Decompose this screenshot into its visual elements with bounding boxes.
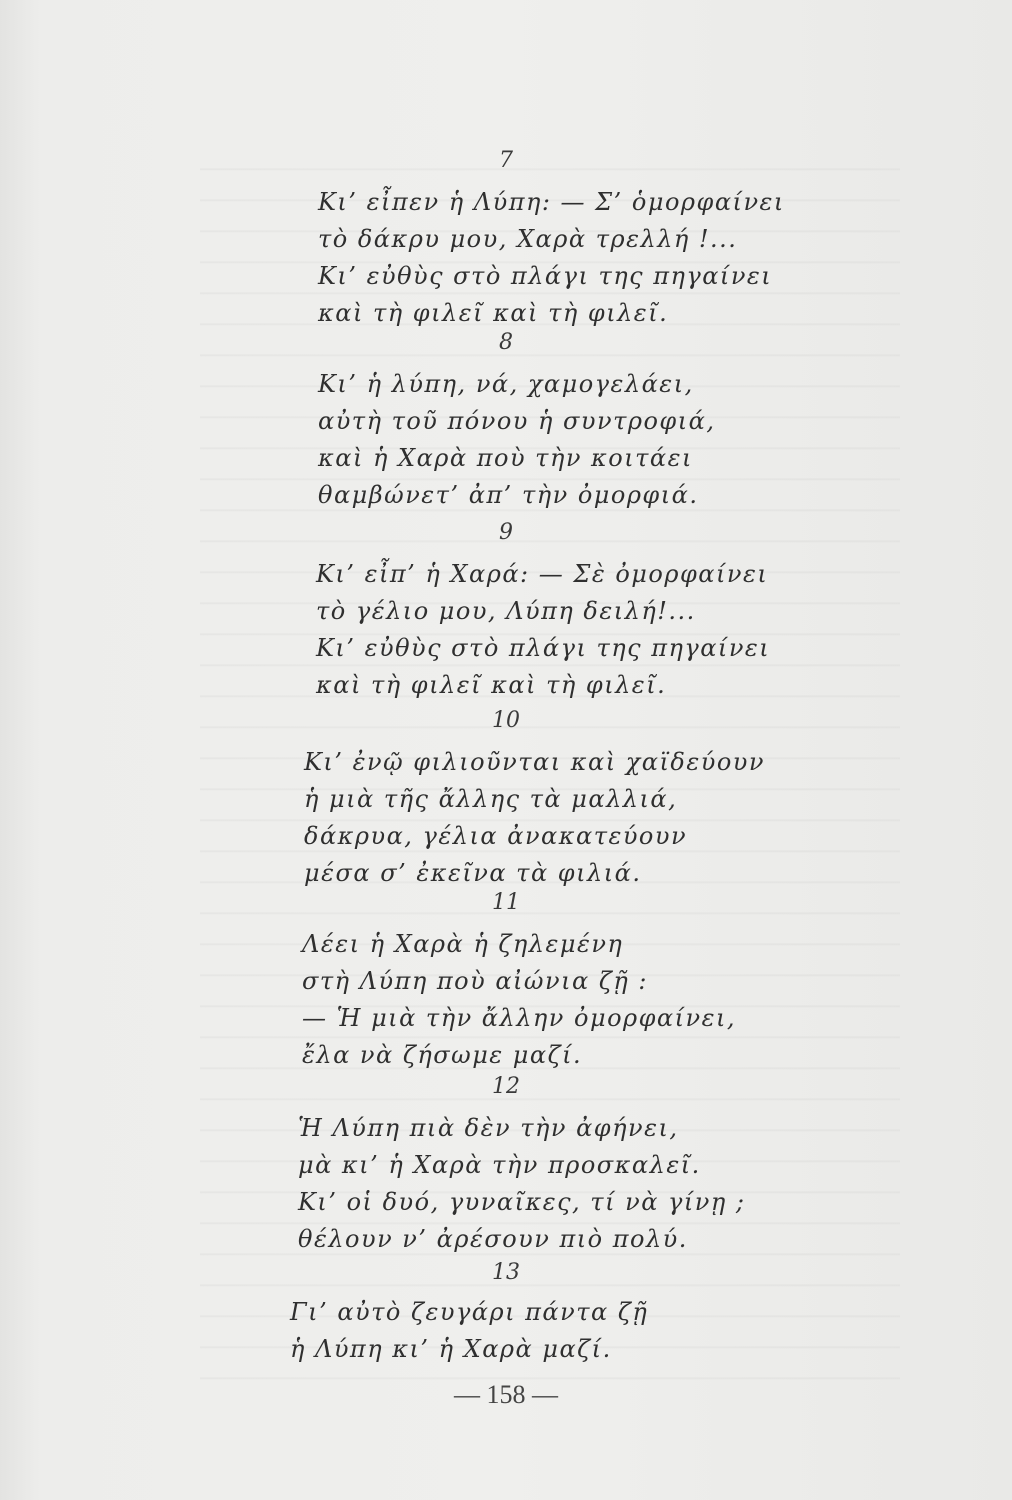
verse-line: Γι’ αὐτὸ ζευγάρι πάντα ζῇ [290,1298,649,1326]
verse-line: — Ἡ μιὰ τὴν ἄλλην ὀμορφαίνει, [302,1004,737,1032]
verse-line: δάκρυα, γέλια ἀνακατεύουν [304,822,688,850]
stanza-number: 7 [499,148,513,173]
verse-line: θαμβώνετ’ ἀπ’ τὴν ὀμορφιά. [318,481,699,509]
verse-line: Κι’ εὐθὺς στὸ πλάγι της πηγαίνει [316,634,771,662]
verse-line: μὰ κι’ ἡ Χαρὰ τὴν προσκαλεῖ. [298,1151,701,1179]
verse-line: καὶ τὴ φιλεῖ καὶ τὴ φιλεῖ. [316,671,667,699]
verse-line: ἔλα νὰ ζήσωμε μαζί. [302,1041,583,1069]
verse-line: Κι’ εἶπεν ἡ Λύπη: — Σ’ ὁμορφαίνει [318,188,785,216]
stanza-number: 13 [492,1260,520,1285]
stanza-number: 10 [492,708,520,733]
verse-line: Κι’ ἡ λύπη, νά, χαμογελάει, [318,370,694,398]
page-number: — 158 — [454,1380,558,1409]
verse-line: τὸ δάκρυ μου, Χαρὰ τρελλή !... [318,225,738,253]
stanza-number: 9 [499,520,513,545]
verse-line: αὐτὴ τοῦ πόνου ἡ συντροφιά, [318,407,716,435]
verse-line: ἡ Λύπη κι’ ἡ Χαρὰ μαζί. [290,1335,612,1363]
verse-line: καὶ τὴ φιλεῖ καὶ τὴ φιλεῖ. [318,299,669,327]
verse-line: καὶ ἡ Χαρὰ ποὺ τὴν κοιτάει [318,444,693,472]
stanza-number: 8 [499,330,513,355]
verse-line: ἡ μιὰ τῆς ἄλλης τὰ μαλλιά, [304,785,678,813]
verse-line: τὸ γέλιο μου, Λύπη δειλή!... [316,597,696,625]
verse-line: Κι’ εἶπ’ ἡ Χαρά: — Σὲ ὀμορφαίνει [316,560,769,588]
verse-line: Κι’ εὐθὺς στὸ πλάγι της πηγαίνει [318,262,773,290]
verse-line: Κι’ ἐνῷ φιλιοῦνται καὶ χαϊδεύουν [304,748,765,776]
stanza-number: 11 [492,890,520,915]
verse-line: Ἡ Λύπη πιὰ δὲν τὴν ἀφήνει, [298,1114,679,1142]
verse-line: Κι’ οἱ δυό, γυναῖκες, τί νὰ γίνῃ ; [298,1188,746,1216]
verse-line: θέλουν ν’ ἀρέσουν πιὸ πολύ. [298,1225,688,1253]
stanza-number: 12 [492,1074,520,1099]
verse-line: στὴ Λύπη ποὺ αἰώνια ζῇ : [302,967,648,995]
verse-line: μέσα σ’ ἐκεῖνα τὰ φιλιά. [304,859,642,887]
verse-line: Λέει ἡ Χαρὰ ἡ ζηλεμένη [302,930,624,958]
